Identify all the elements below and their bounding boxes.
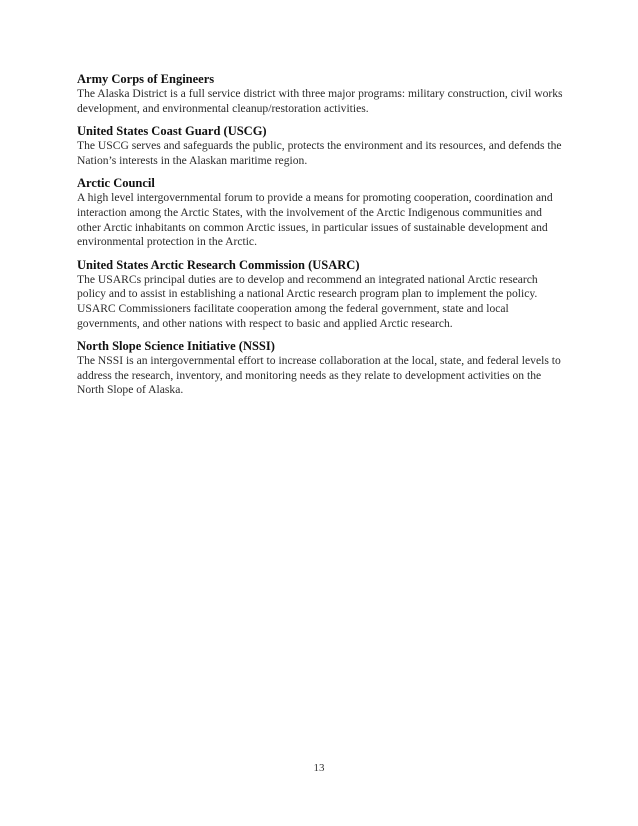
section-body: The Alaska District is a full service district with three major programs: military construction, civil works development, and environmental cleanup/restoration activities. xyxy=(77,87,563,115)
section-title: United States Coast Guard (USCG) xyxy=(77,124,267,139)
section-nssi xyxy=(77,339,567,398)
section-title: North Slope Science Initiative (NSSI) xyxy=(77,339,275,354)
page-number: 13 xyxy=(313,762,325,774)
section-title: Army Corps of Engineers xyxy=(77,72,215,86)
section-usarc xyxy=(77,258,567,331)
section-title: Arctic Council xyxy=(77,176,155,191)
section-arctic-council xyxy=(77,176,567,249)
section-body: The USCG serves and safeguards the public, protects the environment and its resources, and defends the Nation’s interests in the Alaskan maritime region. xyxy=(77,139,562,167)
section-body: The USARCs principal duties are to develop and recommend an integrated national Arctic research policy and to assist in establishing a national Arctic research program plan to implement the policy. USARC Commissioners facilitate cooperation among the federal government, state and local governments, and other nations with respect to basic and applied Arctic research. xyxy=(77,272,538,330)
section-body: The NSSI is an intergovernmental effort to increase collaboration at the local, state, and federal levels to address the research, inventory, and monitoring needs as they relate to development activities on the North Slope of Alaska. xyxy=(77,354,561,397)
section-army-corps xyxy=(77,72,567,116)
section-coast-guard xyxy=(77,124,567,168)
document-content xyxy=(77,72,567,406)
section-title: United States Arctic Research Commission (USARC) xyxy=(77,257,360,272)
section-body: A high level intergovernmental forum to provide a means for promoting cooperation, coordination and interaction among the Arctic States, with the involvement of the Arctic Indigenous communities and other Arctic inhabitants on common Arctic issues, in particular issues of sustainable development and environmental protection in the Arctic. xyxy=(77,191,553,249)
